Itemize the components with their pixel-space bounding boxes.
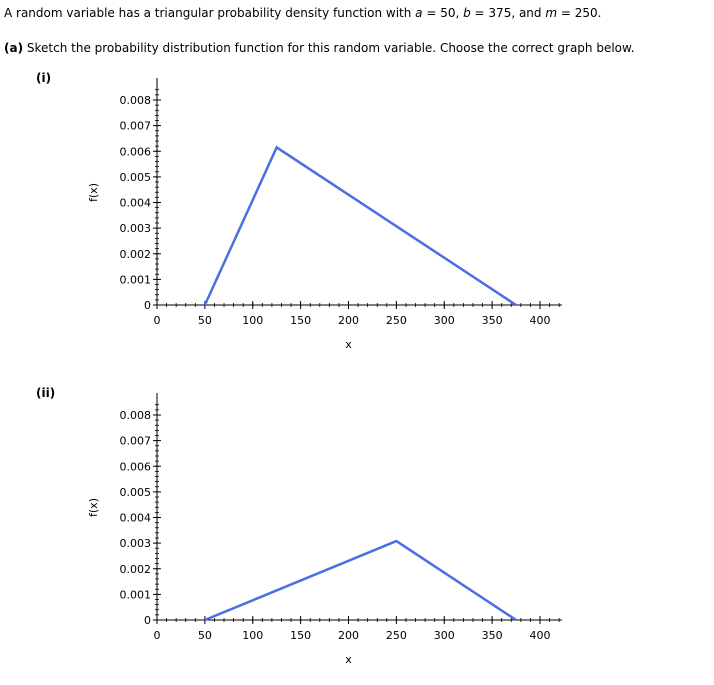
var-a: a	[415, 6, 422, 20]
y-tick-label: 0	[144, 614, 151, 627]
density-line	[205, 147, 516, 305]
y-tick-label: 0.001	[120, 273, 152, 286]
var-b: b	[463, 6, 471, 20]
density-line	[205, 541, 516, 620]
option-ii-label[interactable]: (ii)	[36, 386, 55, 400]
x-tick-label: 350	[482, 629, 503, 642]
x-tick-label: 50	[198, 629, 212, 642]
option-i-plot	[0, 70, 714, 370]
option-i-chart[interactable]	[0, 70, 714, 370]
y-tick-label: 0.006	[120, 460, 152, 473]
eq-b: = 375, and	[471, 6, 546, 20]
option-ii-plot	[0, 385, 714, 685]
x-tick-label: 50	[198, 314, 212, 327]
problem-statement	[4, 6, 601, 20]
x-tick-label: 150	[290, 629, 311, 642]
y-tick-label: 0.006	[120, 145, 152, 158]
x-axis-label: x	[345, 653, 352, 666]
y-tick-label: 0.002	[120, 248, 152, 261]
y-tick-label: 0.008	[120, 94, 152, 107]
eq-m: = 250.	[557, 6, 601, 20]
x-tick-label: 300	[434, 314, 455, 327]
x-tick-label: 100	[242, 629, 263, 642]
x-tick-label: 200	[338, 629, 359, 642]
y-tick-label: 0.004	[120, 512, 152, 525]
option-i-label[interactable]: (i)	[36, 71, 51, 85]
x-tick-label: 100	[242, 314, 263, 327]
var-m: m	[545, 6, 557, 20]
y-tick-label: 0.004	[120, 197, 152, 210]
y-tick-label: 0.005	[120, 486, 152, 499]
eq-a: = 50,	[423, 6, 464, 20]
x-tick-label: 250	[386, 314, 407, 327]
intro-text: A random variable has a triangular probability density function with	[4, 6, 415, 20]
option-ii-chart[interactable]	[0, 385, 714, 685]
x-tick-label: 350	[482, 314, 503, 327]
y-axis-label: f(x)	[87, 498, 100, 517]
part-a-text: Sketch the probability distribution function for this random variable. Choose the correct graph below.	[23, 41, 634, 55]
x-tick-label: 0	[154, 629, 161, 642]
x-tick-label: 400	[530, 629, 551, 642]
x-tick-label: 250	[386, 629, 407, 642]
x-tick-label: 150	[290, 314, 311, 327]
y-tick-label: 0.003	[120, 222, 152, 235]
y-tick-label: 0.007	[120, 435, 152, 448]
x-tick-label: 400	[530, 314, 551, 327]
y-tick-label: 0.008	[120, 409, 152, 422]
y-tick-label: 0.002	[120, 563, 152, 576]
part-a-label: (a)	[4, 41, 23, 55]
y-tick-label: 0.007	[120, 120, 152, 133]
x-tick-label: 300	[434, 629, 455, 642]
part-a-prompt	[4, 41, 635, 55]
y-tick-label: 0	[144, 299, 151, 312]
y-axis-label: f(x)	[87, 183, 100, 202]
y-tick-label: 0.001	[120, 588, 152, 601]
x-tick-label: 200	[338, 314, 359, 327]
x-axis-label: x	[345, 338, 352, 351]
y-tick-label: 0.005	[120, 171, 152, 184]
y-tick-label: 0.003	[120, 537, 152, 550]
x-tick-label: 0	[154, 314, 161, 327]
